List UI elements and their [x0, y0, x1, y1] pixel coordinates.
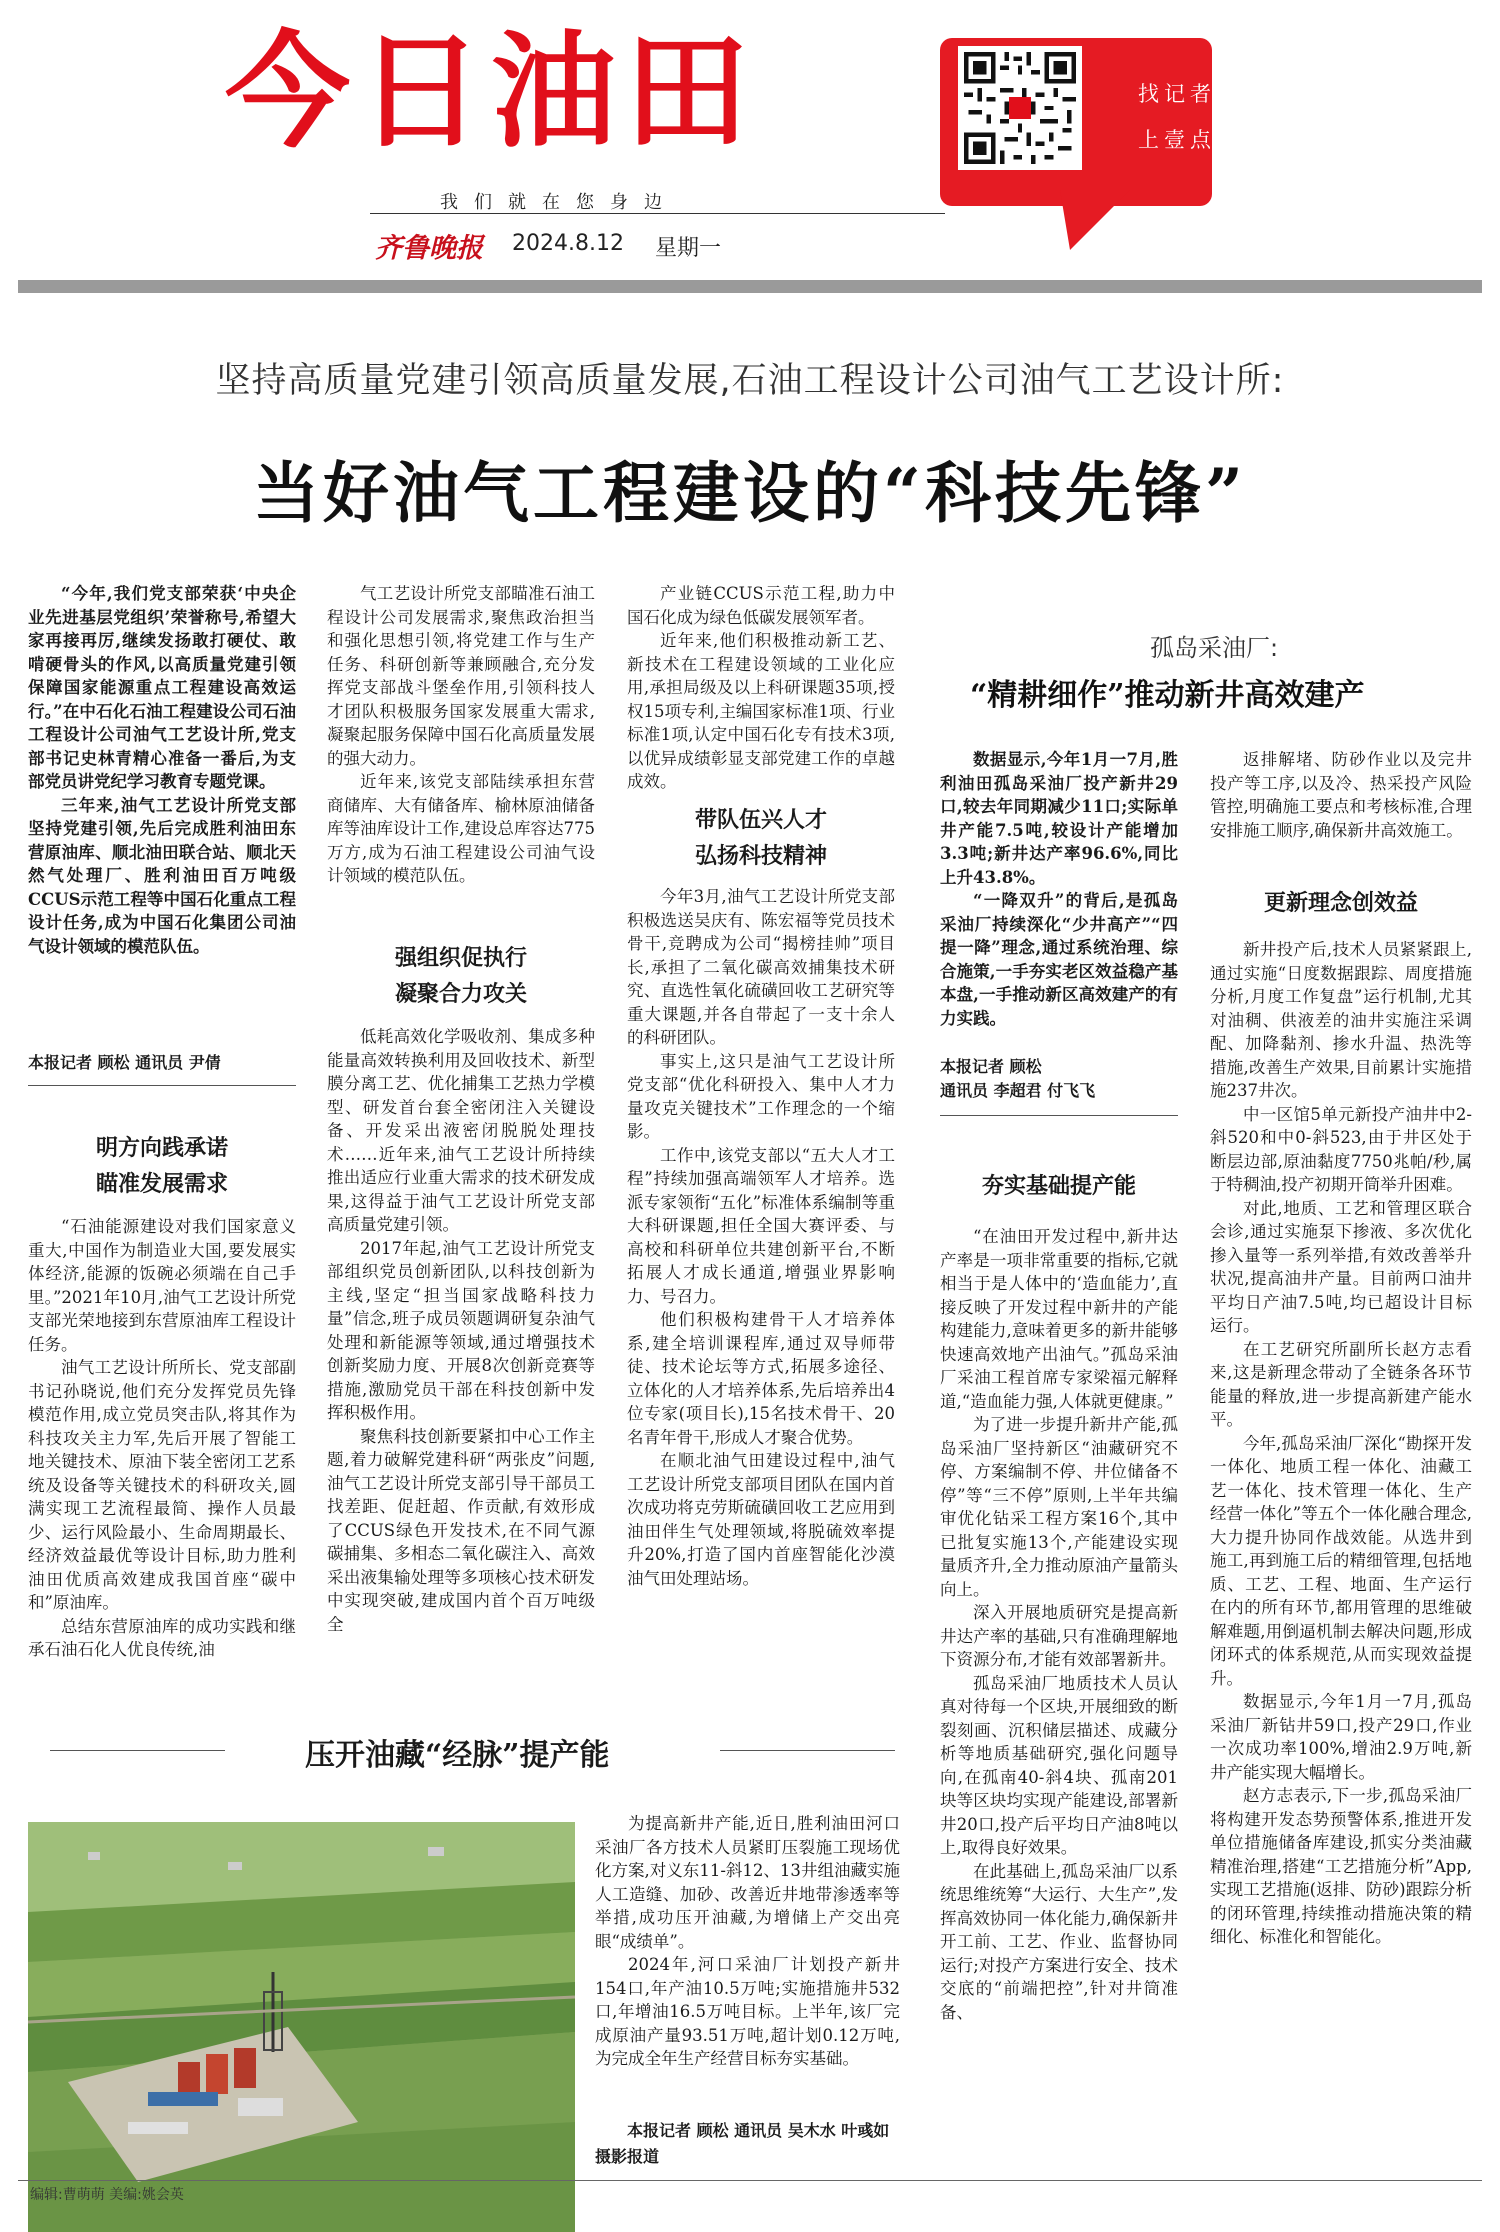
main-col3-para: 今年3月,油气工艺设计所党支部积极选送吴庆有、陈宏福等党员技术骨干,竞聘成为公司“揭榜挂帅”项目长,承担了二氧化碳高效捕集技术研究、直选性氧化硫磺回收工艺研究等重大课题,并各自带起了一支十余人的科研团队。	[627, 887, 895, 1047]
bottom-body	[595, 1812, 900, 2071]
main-col3-top	[627, 582, 895, 794]
main-subhead-1-line2: 瞄准发展需求	[95, 1171, 228, 1197]
right-subhead-1: 夯实基础提产能	[981, 1173, 1136, 1199]
main-col1-para: 总结东营原油库的成功实践和继承石油石化人优良传统,油	[28, 1616, 296, 1659]
main-col2-para: 气工艺设计所党支部瞄准石油工程设计公司发展需求,聚焦政治担当和强化思想引领,将党建工作与生产任务、科研创新等兼顾融合,充分发挥党支部战斗堡垒作用,引领科技人才团队积极服务国家发展重大需求,凝聚起服务保障中国石化高质量发展的强大动力。	[327, 584, 595, 768]
masthead-band	[18, 280, 1482, 293]
right-lead-para: “一降双升”的背后,是孤岛采油厂持续深化“少井高产”“四提一降”理念,通过系统治理、综合施策,一手夯实老区效益稳产基本盘,一手推动新区高效建产的有力实践。	[940, 891, 1178, 1028]
footer-rule	[18, 2180, 1482, 2181]
right-col2-para: 中一区馆5单元新投产油井中2-斜520和中0-斜523,由于井区处于断层边部,原油黏度7750兆帕/秒,属于特稠油,投产初期开筒举升困难。	[1210, 1104, 1472, 1194]
main-subhead-2	[327, 940, 595, 1012]
qr-code-icon[interactable]	[958, 46, 1082, 170]
main-subhead-1-line1: 明方向践承诺	[95, 1135, 228, 1161]
main-col3-para: 近年来,他们积极推动新工艺、新技术在工程建设领域的工业化应用,承担局级及以上科研课题35项,授权15项专利,主编国家标准1项、行业标准1项,认定中国石化专有技术3项,以优异成绩彰显支部党建工作的卓越成效。	[627, 631, 895, 791]
right-col2-para: 返排解堵、防砂作业以及完井投产等工序,以及冷、热采投产风险管控,明确施工要点和考核标准,合理安排施工顺序,确保新井高效施工。	[1210, 750, 1472, 840]
right-subhead-2: 更新理念创效益	[1263, 890, 1418, 916]
oilfield-aerial-photo	[28, 1822, 575, 2232]
right-col1-para: 深入开展地质研究是提高新井达产率的基础,只有准确理解地下资源分布,才能有效部署新井。	[940, 1603, 1178, 1669]
main-subhead-3-line1: 带队伍兴人才	[694, 807, 827, 833]
issue-weekday: 星期一	[655, 236, 722, 261]
main-col2-para: 低耗高效化学吸收剂、集成多种能量高效转换利用及回收技术、新型膜分离工艺、优化捕集工艺热力学模型、研发首台套全密闭注入关键设备、开发采出液密闭脱脱处理技术……近年来,油气工艺设计所持续推出适应行业重大需求的技术研发成果,这得益于油气工艺设计所党支部高质量党建引领。	[327, 1027, 595, 1234]
main-col3-para: 工作中,该党支部以“五大人才工程”持续加强高端领军人才培养。选派专家领衔“五化”标准体系编制等重大科研课题,担任全国大赛评委、与高校和科研单位共建创新平台,不断拓展人才成长通道,增强业界影响力、号召力。	[627, 1145, 895, 1306]
main-byline: 本报记者 顾松 通讯员 尹倩	[28, 1053, 221, 1072]
bottom-para: 为提高新井产能,近日,胜利油田河口采油厂各方技术人员紧盯压裂施工现场优化方案,对义东11-斜12、13井组油藏实施人工造缝、加砂、改善近井地带渗透率等举措,成功压开油藏,为增储上产交出亮眼“成绩单”。	[595, 1814, 900, 1951]
paper-name: 齐鲁晚报	[375, 233, 483, 264]
issue-date: 2024.8.12	[512, 231, 624, 256]
right-byline	[940, 1055, 1095, 1103]
main-col2-para: 2017年起,油气工艺设计所党支部组织党员创新团队,以科技创新为主线,坚定“担当国家战略科技力量”信念,班子成员领题调研复杂油气处理和新能源等领域,通过增强技术创新奖励力度、开展8次创新竞赛等措施,激励党员干部在科技创新中发挥积极作用。	[327, 1238, 595, 1422]
main-col3-bottom	[627, 885, 895, 1590]
main-col3-para: 产业链CCUS示范工程,助力中国石化成为绿色低碳发展领军者。	[627, 584, 895, 627]
qr-label-line2: 上壹点	[1138, 128, 1216, 152]
main-subhead-2-line2: 凝聚合力攻关	[394, 981, 527, 1007]
main-kicker: 坚持高质量党建引领高质量发展,石油工程设计公司油气工艺设计所:	[215, 361, 1285, 401]
main-subhead-1	[28, 1130, 296, 1202]
main-subhead-3	[627, 802, 895, 874]
bottom-byline: 本报记者 顾松 通讯员 吴木水 叶彧如 摄影报道	[595, 2121, 890, 2166]
right-lead	[940, 748, 1178, 1030]
headline-rule-left	[50, 1750, 225, 1751]
main-col3-para: 事实上,这只是油气工艺设计所党支部“优化科研投入、集中人才力量攻克关键技术”工作理念的一个缩影。	[627, 1051, 895, 1141]
right-col2-para: 数据显示,今年1月一7月,孤岛采油厂新钻井59口,投产29口,作业一次成功率100%,增油2.9万吨,新井产能实现大幅增长。	[1210, 1692, 1472, 1782]
main-col2-bottom	[327, 1025, 595, 1636]
main-col2-top	[327, 582, 595, 888]
main-col1-bottom	[28, 1215, 296, 1662]
column-rule	[28, 1085, 296, 1086]
headline-rule-right	[720, 1750, 895, 1751]
main-col3-para: 在顺北油气田建设过程中,油气工艺设计所党支部项目团队在国内首次成功将克劳斯硫磺回收工艺应用到油田伴生气处理领域,将脱硫效率提升20%,打造了国内首座智能化沙漠油气田处理站场。	[627, 1451, 895, 1588]
main-col1-para: “今年,我们党支部荣获‘中央企业先进基层党组织’荣誉称号,希望大家再接再厉,继续发扬敢打硬仗、敢啃硬骨头的作风,以高质量党建引领保障国家能源重点工程建设高效运行。”在中石化石油工程建设公司石油工程设计公司油气工艺设计所,党支部书记史林青精心准备一番后,为支部党员讲党纪学习教育专题党课。	[28, 584, 296, 791]
qr-label-line1: 找记者	[1138, 82, 1216, 106]
right-col2-para: 赵方志表示,下一步,孤岛采油厂将构建开发态势预警体系,推进开发单位措施储备库建设,抓实分类油藏精准治理,搭建“工艺措施分析”App,实现工艺措施(返排、防砂)跟踪分析的闭环管理,持续推动措施决策的精细化、标准化和智能化。	[1210, 1786, 1472, 1946]
right-byline-line2: 通讯员 李超君 付飞飞	[940, 1081, 1096, 1100]
qr-callout-tail	[1060, 190, 1130, 250]
right-byline-line1: 本报记者 顾松	[940, 1057, 1042, 1076]
main-subhead-2-line1: 强组织促执行	[394, 945, 527, 971]
bottom-headline: 压开油藏“经脉”提产能	[305, 1738, 610, 1773]
right-col2-para: 今年,孤岛采油厂深化“勘探开发一体化、地质工程一体化、油藏工艺一体化、技术管理一体化、生产经营一体化”等五个一体化融合理念,大力提升协同作战效能。从选井到施工,再到施工后的精细管理,包括地质、工艺、工程、地面、生产运行在内的所有环节,都用管理的思维破解难题,用倒逼机制去解决问题,形成闭环式的体系规范,从而实现效益提升。	[1210, 1433, 1472, 1688]
right-col2-para: 对此,地质、工艺和管理区联合会诊,通过实施泵下掺液、多次优化掺入量等一系列举措,有效改善举升状况,提高油井产量。目前两口油井平均日产油7.5吨,均已超设计目标运行。	[1210, 1198, 1472, 1335]
masthead-divider	[370, 213, 945, 214]
masthead-slogan: 我们就在您身边	[440, 192, 678, 213]
right-col2-top	[1210, 748, 1472, 842]
right-col2-para: 在工艺研究所副所长赵方志看来,这是新理念带动了全链条各环节能量的释放,进一步提高新建产能水平。	[1210, 1339, 1472, 1429]
right-col1-para: 在此基础上,孤岛采油厂以系统思维统筹“大运行、大生产”,发挥高效协同一体化能力,确保新井开工前、工艺、作业、监督协同运行;对投产方案进行安全、技术交底的“前端把控”,针对井筒准备、	[940, 1861, 1178, 2022]
right-col1-para: 孤岛采油厂地质技术人员认真对待每一个区块,开展细致的断裂刻画、沉积储层描述、成藏分析等地质基础研究,强化问题导向,在孤南40-斜4块、孤南201块等区块均实现产能建设,部署新井20口,投产后平均日产油8吨以上,取得良好效果。	[940, 1673, 1178, 1857]
main-col1-top	[28, 582, 296, 958]
main-col2-para: 聚焦科技创新要紧扣中心工作主题,着力破解党建科研“两张皮”问题,油气工艺设计所党支部引导干部员工找差距、促赶超、作贡献,有效形成了CCUS绿色开发技术,在不同气源碳捕集、多相态二氧化碳注入、高效采出液集输处理等多项核心技术研发中实现突破,建成国内首个百万吨级全	[327, 1426, 595, 1634]
right-headline: “精耕细作”推动新井高效建产	[970, 678, 1365, 713]
main-col1-para: “石油能源建设对我们国家意义重大,中国作为制造业大国,要发展实体经济,能源的饭碗必须端在自己手里。”2021年10月,油气工艺设计所党支部光荣地接到东营原油库工程设计任务。	[28, 1217, 296, 1354]
right-col1-para: 为了进一步提升新井产能,孤岛采油厂坚持新区“油藏研究不停、方案编制不停、井位储备不停”等“三不停”原则,上半年共编审优化钻采工程方案16个,其中已批复实施13个,产能建设实现量质齐升,全力推动原油产量箭头向上。	[940, 1415, 1178, 1599]
main-col3-para: 他们积极构建骨干人才培养体系,建全培训课程库,通过双导师带徒、技术论坛等方式,拓展多途径、立体化的人才培养体系,先后培养出4位专家(项目长),15名技术骨干、20名青年骨干,形成人才聚合优势。	[627, 1310, 895, 1447]
right-col1-para: “在油田开发过程中,新井达产率是一项非常重要的指标,它就相当于是人体中的‘造血能力’,直接反映了开发过程中新井的产能构建能力,意味着更多的新井能够快速高效地产出油气。”孤岛采油厂采油工程首席专家梁福元解释道,“造血能力强,人体就更健康。”	[940, 1227, 1178, 1411]
right-lead-para: 数据显示,今年1月一7月,胜利油田孤岛采油厂投产新井29口,较去年同期减少11口;实际单井产能7.5吨,较设计产能增加3.3吨;新井达产率96.6%,同比上升43.8%。	[940, 750, 1178, 887]
right-col2-bottom	[1210, 938, 1472, 1949]
main-col1-para: 油气工艺设计所所长、党支部副书记孙晓说,他们充分发挥党员先锋模范作用,成立党员突击队,将其作为科技攻关主力军,先后开展了智能工地关键技术、原油下装全密闭工艺系统及设备等关键技术的科研攻关,圆满实现工艺流程最简、操作人员最少、运行风险最小、生命周期最长、经济效益最优等设计目标,助力胜利油田优质高效建成我国首座“碳中和”原油库。	[28, 1358, 296, 1612]
main-headline: 当好油气工程建设的“科技先锋”	[253, 454, 1247, 532]
main-col2-para: 近年来,该党支部陆续承担东营商储库、大有储备库、榆林原油储备库等油库设计工作,建设总库容达775万方,成为石油工程建设公司油气设计领域的模范队伍。	[327, 772, 595, 885]
right-col2-para: 新井投产后,技术人员紧紧跟上,通过实施“日度数据跟踪、周度措施分析,月度工作复盘”运行机制,尤其对油稠、供液差的油井实施注采调配、加降黏剂、掺水升温、热洗等措施,改善生产效果,目前累计实施措施237井次。	[1210, 940, 1472, 1100]
column-rule	[940, 1115, 1178, 1116]
footer-credits: 编辑:曹萌萌 美编:姚会英	[30, 2187, 184, 2203]
right-kicker: 孤岛采油厂:	[1150, 634, 1279, 662]
bottom-para: 2024年,河口采油厂计划投产新井154口,年产油10.5万吨;实施措施井532口,年增油16.5万吨目标。上半年,该厂完成原油产量93.51万吨,超计划0.12万吨,为完成全年生产经营目标夯实基础。	[595, 1955, 900, 2068]
right-col1	[940, 1225, 1178, 2024]
main-col1-para: 三年来,油气工艺设计所党支部坚持党建引领,先后完成胜利油田东营原油库、顺北油田联合站、顺北天然气处理厂、胜利油田百万吨级CCUS示范工程等中国石化重点工程设计任务,成为中国石化集团公司油气设计领域的模范队伍。	[28, 795, 296, 956]
main-subhead-3-line2: 弘扬科技精神	[694, 843, 827, 869]
masthead-title: 今日油田	[225, 20, 757, 165]
